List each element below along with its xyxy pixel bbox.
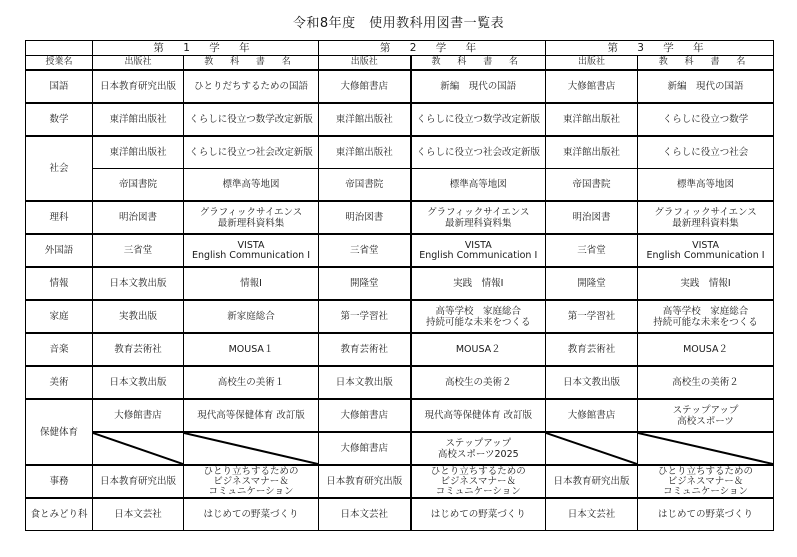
publisher-cell: 三省堂 <box>319 234 411 267</box>
publisher-cell: 三省堂 <box>546 234 638 267</box>
publisher-cell: 教育芸術社 <box>93 333 184 366</box>
publisher-cell: 日本文芸社 <box>546 498 638 531</box>
publisher-cell: 日本文芸社 <box>93 498 184 531</box>
table-row <box>26 201 774 234</box>
header-book-y2: 教 科 書 名 <box>411 56 546 71</box>
table-row <box>26 366 774 399</box>
table-row <box>26 300 774 333</box>
publisher-cell: 教育芸術社 <box>319 333 411 366</box>
book-cell: グラフィックサイエンス 最新理科資料集 <box>411 201 546 234</box>
book-cell: くらしに役立つ社会 <box>638 136 774 169</box>
publisher-cell: 日本教育研究出版 <box>319 465 411 498</box>
table-row <box>26 267 774 300</box>
publisher-cell: 日本文教出版 <box>93 366 184 399</box>
table-row <box>26 498 774 531</box>
book-cell: ひとり立ちするための ビジネスマナー＆ コミュニケーション <box>411 465 546 498</box>
publisher-cell: 日本教育研究出版 <box>93 70 184 103</box>
publisher-cell: 大修館書店 <box>93 399 184 432</box>
publisher-cell: 東洋館出版社 <box>546 103 638 136</box>
publisher-cell: 日本教育研究出版 <box>93 465 184 498</box>
publisher-cell: 東洋館出版社 <box>319 136 411 169</box>
book-cell: 高校生の美術１ <box>184 366 319 399</box>
subject-cell: 情報 <box>26 267 93 300</box>
publisher-cell: 東洋館出版社 <box>546 136 638 169</box>
book-cell: グラフィックサイエンス 最新理科資料集 <box>184 201 319 234</box>
publisher-cell: 日本教育研究出版 <box>546 465 638 498</box>
subject-cell: 美術 <box>26 366 93 399</box>
publisher-cell: 大修館書店 <box>546 399 638 432</box>
table-row <box>26 399 774 432</box>
table-row <box>26 234 774 267</box>
book-cell: VISTA English Communication Ⅰ <box>411 234 546 267</box>
subject-cell: 保健体育 <box>26 399 93 465</box>
table-row <box>26 333 774 366</box>
subject-cell: 社会 <box>26 136 93 201</box>
empty-slash-cell <box>93 432 184 465</box>
book-cell: くらしに役立つ数学改定新版 <box>184 103 319 136</box>
book-cell: VISTA English Communication Ⅰ <box>184 234 319 267</box>
publisher-cell: 大修館書店 <box>546 70 638 103</box>
subject-cell: 食とみどり科 <box>26 498 93 531</box>
book-cell: MOUSA２ <box>638 333 774 366</box>
publisher-cell: 東洋館出版社 <box>93 103 184 136</box>
publisher-cell: 大修館書店 <box>319 399 411 432</box>
subject-cell: 事務 <box>26 465 93 498</box>
subject-cell: 音楽 <box>26 333 93 366</box>
empty-slash-cell <box>638 432 774 465</box>
book-cell: はじめての野菜づくり <box>638 498 774 531</box>
book-cell: 現代高等保健体育 改訂版 <box>411 399 546 432</box>
book-cell: 実践 情報Ⅰ <box>411 267 546 300</box>
diagonal-slash-icon <box>93 433 183 464</box>
book-cell: MOUSA１ <box>184 333 319 366</box>
publisher-cell: 日本文芸社 <box>319 498 411 531</box>
book-cell: グラフィックサイエンス 最新理科資料集 <box>638 201 774 234</box>
book-cell: 高校生の美術２ <box>638 366 774 399</box>
book-cell: 標準高等地図 <box>411 169 546 202</box>
publisher-cell: 明治図書 <box>319 201 411 234</box>
header-publisher-y3: 出版社 <box>546 56 638 71</box>
book-cell: くらしに役立つ社会改定新版 <box>411 136 546 169</box>
diagonal-slash-icon <box>638 433 773 464</box>
publisher-cell: 開隆堂 <box>319 267 411 300</box>
publisher-cell: 東洋館出版社 <box>93 136 184 169</box>
header-book-y1: 教 科 書 名 <box>184 56 319 71</box>
subject-cell: 外国語 <box>26 234 93 267</box>
book-cell: くらしに役立つ数学 <box>638 103 774 136</box>
header-row-columns <box>26 56 774 71</box>
header-subject: 授業名 <box>26 56 93 71</box>
header-book-y3: 教 科 書 名 <box>638 56 774 71</box>
book-cell: 実践 情報Ⅰ <box>638 267 774 300</box>
book-cell: ステップアップ 高校スポーツ <box>638 399 774 432</box>
book-cell: はじめての野菜づくり <box>184 498 319 531</box>
book-cell: 標準高等地図 <box>638 169 774 202</box>
book-cell: くらしに役立つ数学改定新版 <box>411 103 546 136</box>
table-row <box>26 465 774 498</box>
book-cell: 高校生の美術２ <box>411 366 546 399</box>
publisher-cell: 帝国書院 <box>93 169 184 202</box>
book-cell: ひとり立ちするための ビジネスマナー＆ コミュニケーション <box>638 465 774 498</box>
book-cell: はじめての野菜づくり <box>411 498 546 531</box>
book-cell: 新家庭総合 <box>184 300 319 333</box>
publisher-cell: 教育芸術社 <box>546 333 638 366</box>
subject-cell: 家庭 <box>26 300 93 333</box>
header-publisher-y2: 出版社 <box>319 56 411 71</box>
book-cell: MOUSA２ <box>411 333 546 366</box>
page-title: 令和8年度 使用教科用図書一覧表 <box>292 16 505 31</box>
book-cell: 標準高等地図 <box>184 169 319 202</box>
book-cell: 新編 現代の国語 <box>638 70 774 103</box>
publisher-cell: 日本文教出版 <box>93 267 184 300</box>
empty-slash-cell <box>546 432 638 465</box>
diagonal-slash-icon <box>546 433 637 464</box>
publisher-cell: 日本文教出版 <box>546 366 638 399</box>
header-blank <box>26 41 93 56</box>
header-row-years <box>26 41 774 56</box>
book-cell: ひとり立ちするための ビジネスマナー＆ コミュニケーション <box>184 465 319 498</box>
header-year-2: 第 2 学 年 <box>319 41 546 56</box>
table-row <box>26 103 774 136</box>
book-cell: 高等学校 家庭総合 持続可能な未来をつくる <box>411 300 546 333</box>
publisher-cell: 第一学習社 <box>319 300 411 333</box>
subject-cell: 国語 <box>26 70 93 103</box>
publisher-cell: 実教出版 <box>93 300 184 333</box>
publisher-cell: 明治図書 <box>546 201 638 234</box>
subject-cell: 理科 <box>26 201 93 234</box>
book-cell: くらしに役立つ社会改定新版 <box>184 136 319 169</box>
book-cell: ひとりだちするための国語 <box>184 70 319 103</box>
book-cell: 高等学校 家庭総合 持続可能な未来をつくる <box>638 300 774 333</box>
table-row <box>26 432 774 465</box>
publisher-cell: 大修館書店 <box>319 70 411 103</box>
publisher-cell: 日本文教出版 <box>319 366 411 399</box>
publisher-cell: 明治図書 <box>93 201 184 234</box>
subject-cell: 数学 <box>26 103 93 136</box>
table-row <box>26 70 774 103</box>
publisher-cell: 帝国書院 <box>319 169 411 202</box>
header-year-3: 第 3 学 年 <box>546 41 774 56</box>
publisher-cell: 開隆堂 <box>546 267 638 300</box>
book-cell: 情報Ⅰ <box>184 267 319 300</box>
publisher-cell: 大修館書店 <box>319 432 411 465</box>
textbook-table <box>25 40 774 531</box>
header-year-1: 第 1 学 年 <box>93 41 319 56</box>
table-row <box>26 169 774 202</box>
publisher-cell: 三省堂 <box>93 234 184 267</box>
table-row <box>26 136 774 169</box>
publisher-cell: 第一学習社 <box>546 300 638 333</box>
empty-slash-cell <box>184 432 319 465</box>
header-publisher-y1: 出版社 <box>93 56 184 71</box>
book-cell: 新編 現代の国語 <box>411 70 546 103</box>
publisher-cell: 東洋館出版社 <box>319 103 411 136</box>
book-cell: VISTA English Communication Ⅰ <box>638 234 774 267</box>
publisher-cell: 帝国書院 <box>546 169 638 202</box>
diagonal-slash-icon <box>184 433 318 464</box>
book-cell: ステップアップ 高校スポーツ2025 <box>411 432 546 465</box>
book-cell: 現代高等保健体育 改訂版 <box>184 399 319 432</box>
